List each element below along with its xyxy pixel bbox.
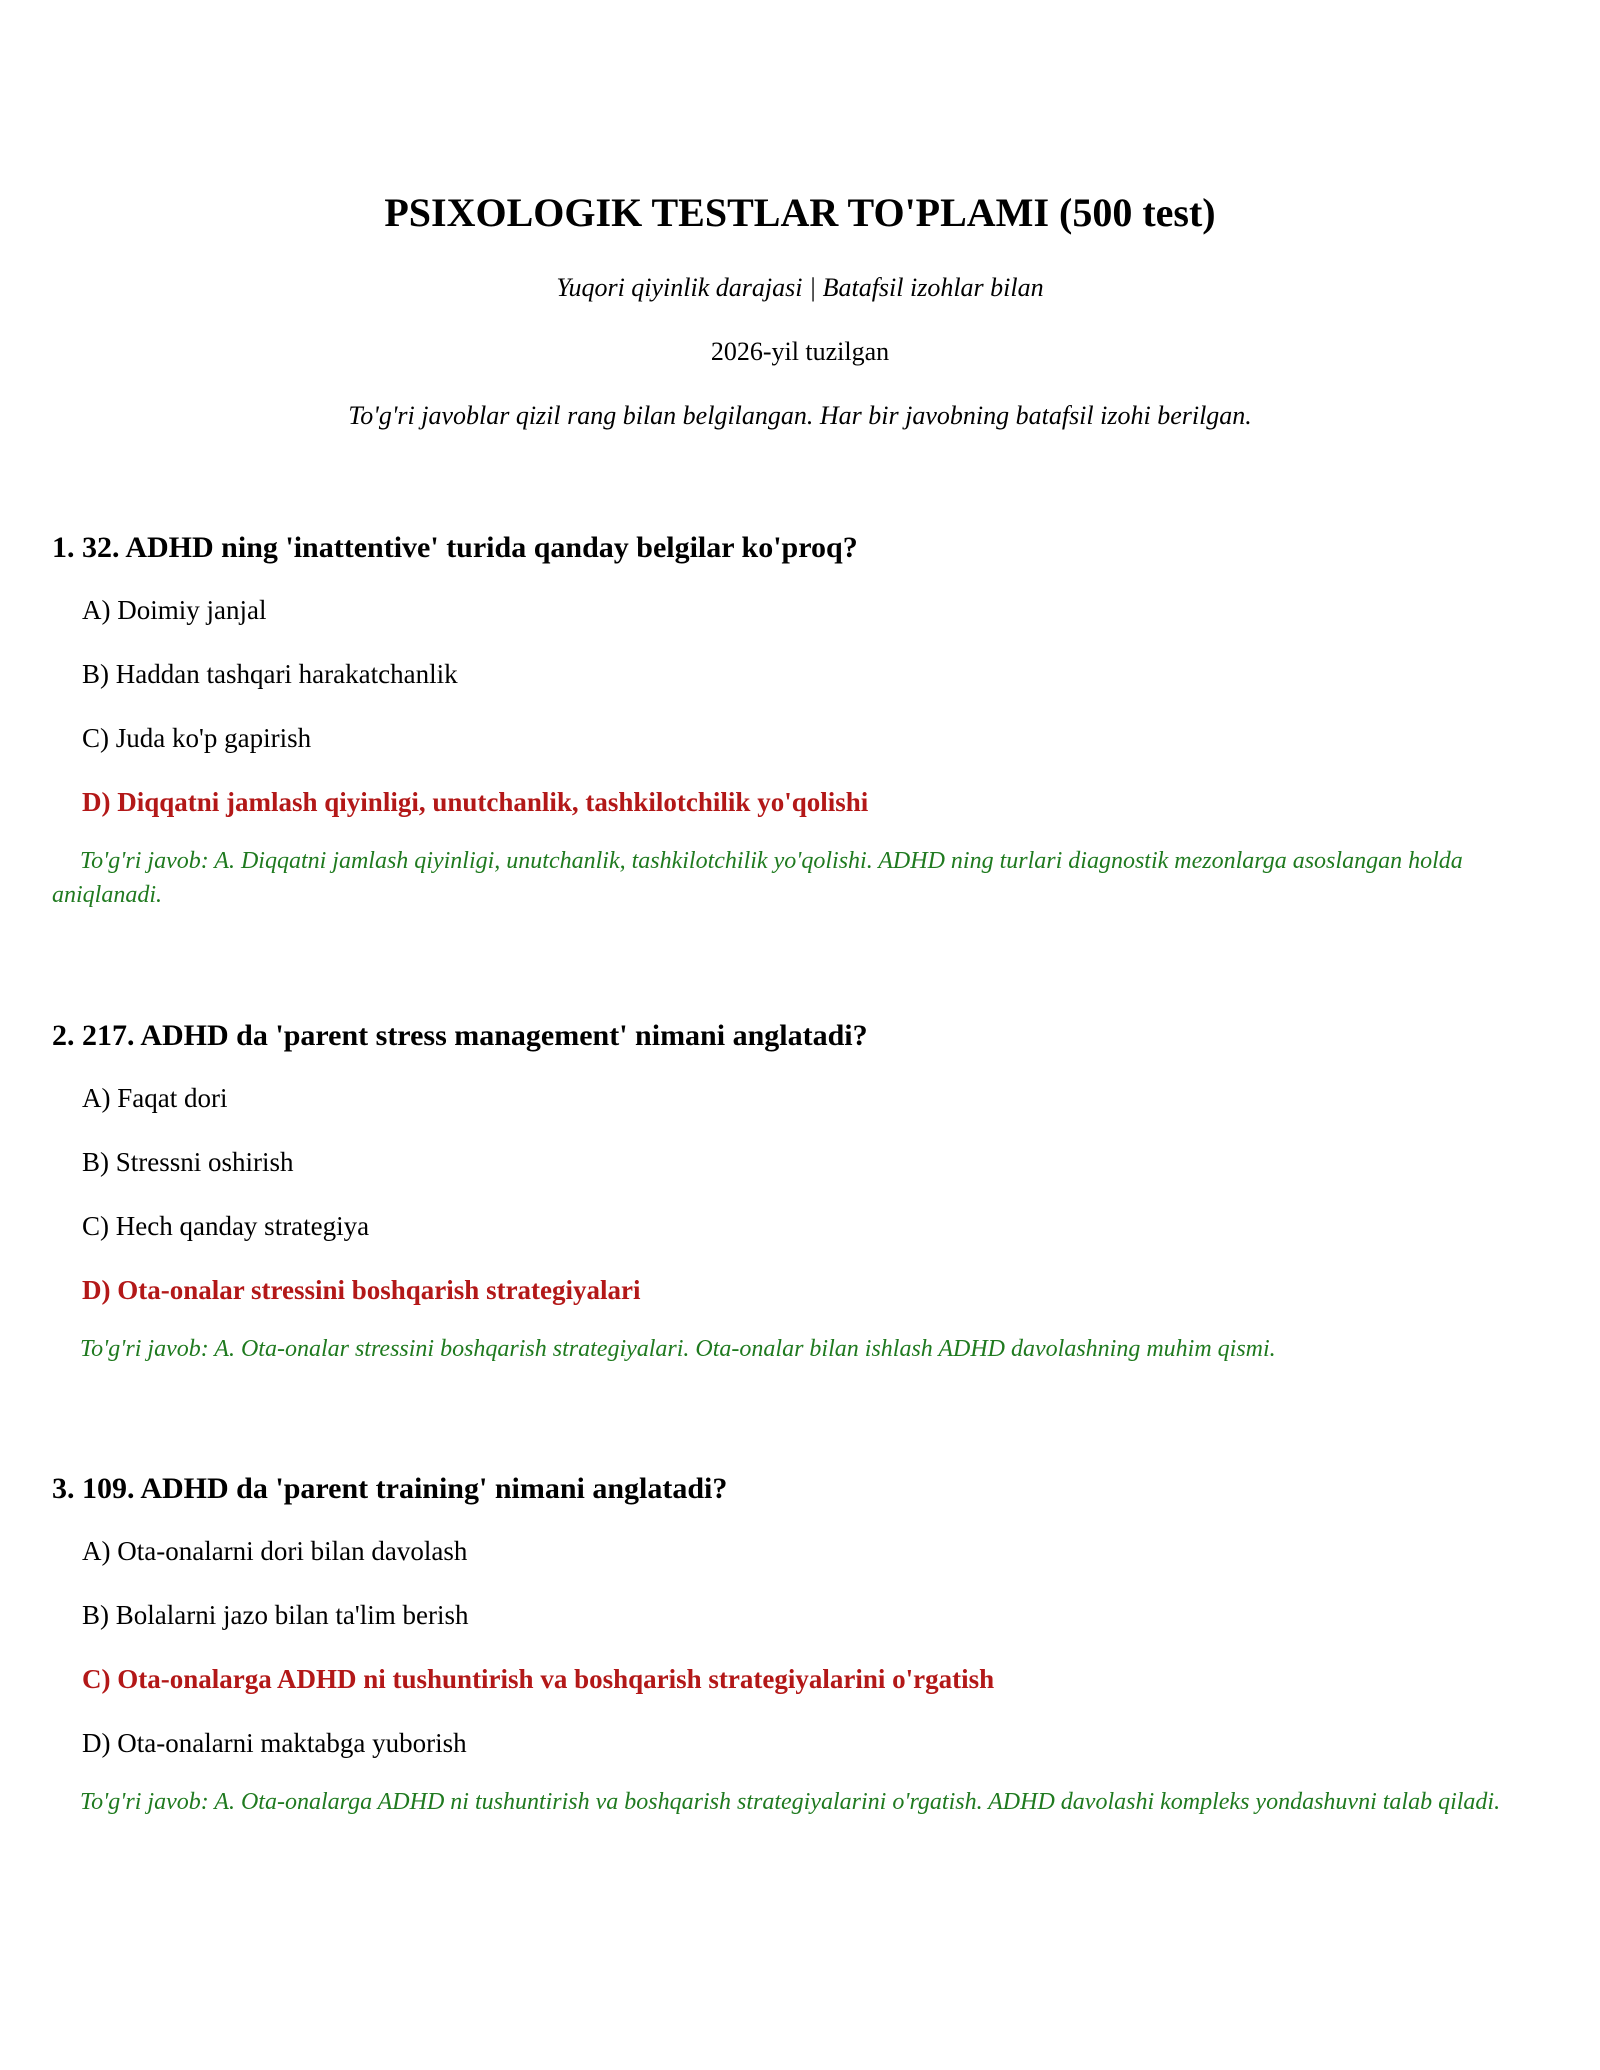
document-year: 2026-yil tuzilgan bbox=[710, 337, 890, 366]
option-b: B) Bolalarni jazo bilan ta'lim berish bbox=[82, 1600, 469, 1630]
option-d-correct: D) Ota-onalar stressini boshqarish strategiyalari bbox=[82, 1275, 641, 1305]
question-block-2 bbox=[52, 1016, 1552, 1366]
option-a: A) Ota-onalarni dori bilan davolash bbox=[82, 1536, 468, 1566]
question-title: 2. 217. ADHD da 'parent stress management' nimani anglatadi? bbox=[52, 1019, 868, 1052]
question-title: 3. 109. ADHD da 'parent training' nimani anglatadi? bbox=[52, 1472, 728, 1505]
option-a: A) Doimiy janjal bbox=[82, 595, 267, 625]
answer-explanation: To'g'ri javob: A. Ota-onalarga ADHD ni tushuntirish va boshqarish strategiyalarini o'rgatish. ADHD davolashi kompleks yondashuvni talab qiladi. bbox=[80, 1789, 1501, 1815]
question-block-3 bbox=[52, 1469, 1552, 1819]
question-block-1 bbox=[52, 528, 1552, 912]
answer-explanation: To'g'ri javob: A. Diqqatni jamlash qiyinligi, unutchanlik, tashkilotchilik yo'qolishi. ADHD ning turlari diagnostik mezonlarga asoslangan holda aniqlanadi. bbox=[52, 848, 1463, 908]
option-c: C) Juda ko'p gapirish bbox=[82, 723, 312, 753]
document-note: To'g'ri javoblar qizil rang bilan belgilangan. Har bir javobning batafsil izohi berilgan. bbox=[348, 401, 1252, 430]
option-b: B) Haddan tashqari harakatchanlik bbox=[82, 659, 458, 689]
answer-explanation: To'g'ri javob: A. Ota-onalar stressini boshqarish strategiyalari. Ota-onalar bilan ishlash ADHD davolashning muhim qismi. bbox=[80, 1336, 1276, 1362]
option-d: D) Ota-onalarni maktabga yuborish bbox=[82, 1728, 467, 1758]
option-a: A) Faqat dori bbox=[82, 1083, 228, 1113]
document-title: PSIXOLOGIK TESTLAR TO'PLAMI (500 test) bbox=[384, 190, 1216, 235]
option-b: B) Stressni oshirish bbox=[82, 1147, 294, 1177]
document-subtitle: Yuqori qiyinlik darajasi | Batafsil izohlar bilan bbox=[556, 273, 1044, 302]
option-c-correct: C) Ota-onalarga ADHD ni tushuntirish va boshqarish strategiyalarini o'rgatish bbox=[82, 1664, 995, 1694]
option-c: C) Hech qanday strategiya bbox=[82, 1211, 370, 1241]
question-title: 1. 32. ADHD ning 'inattentive' turida qanday belgilar ko'proq? bbox=[52, 531, 858, 564]
option-d-correct: D) Diqqatni jamlash qiyinligi, unutchanlik, tashkilotchilik yo'qolishi bbox=[82, 787, 869, 817]
